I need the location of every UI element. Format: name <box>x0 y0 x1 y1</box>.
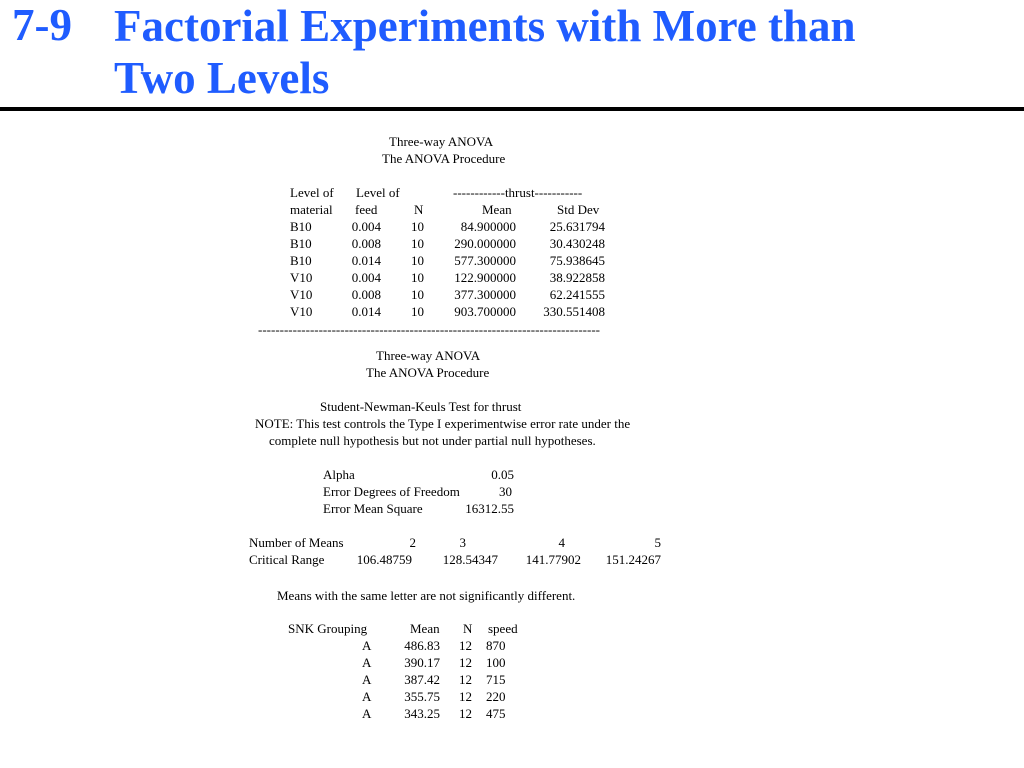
snk-header-2: The ANOVA Procedure <box>366 365 490 380</box>
error-df-label: Error Degrees of Freedom <box>323 484 460 499</box>
row-std-dev: 62.241555 <box>549 287 605 302</box>
row-std-dev: 38.922858 <box>549 270 605 285</box>
group-mean: 486.83 <box>404 638 440 653</box>
error-df-value: 30 <box>499 484 512 499</box>
row-feed: 0.014 <box>351 304 381 319</box>
group-n: 12 <box>459 638 472 653</box>
critical-range-value: 141.77902 <box>525 552 581 567</box>
snk-test-title: Student-Newman-Keuls Test for thrust <box>320 399 522 414</box>
group-letter: A <box>362 706 372 721</box>
group-n: 12 <box>459 672 472 687</box>
group-n: 12 <box>459 689 472 704</box>
anova-header-1: Three-way ANOVA <box>389 134 494 149</box>
row-feed: 0.008 <box>351 236 381 251</box>
critical-range-value: 128.54347 <box>442 552 498 567</box>
error-mse-value: 16312.55 <box>465 501 514 516</box>
col-header-n: N <box>414 202 424 217</box>
row-std-dev: 25.631794 <box>549 219 605 234</box>
critical-range-value: 151.24267 <box>605 552 661 567</box>
row-n: 10 <box>411 304 424 319</box>
means-note: Means with the same letter are not significantly different. <box>277 588 576 603</box>
row-n: 10 <box>411 287 424 302</box>
critical-range-value: 106.48759 <box>356 552 412 567</box>
group-mean: 387.42 <box>404 672 440 687</box>
row-feed: 0.008 <box>351 287 381 302</box>
row-mean: 377.300000 <box>454 287 516 302</box>
row-std-dev: 75.938645 <box>549 253 605 268</box>
snk-speed-header: speed <box>488 621 518 636</box>
number-of-means-value: 2 <box>409 535 416 550</box>
slide-number: 7-9 <box>12 0 72 50</box>
group-n: 12 <box>459 706 472 721</box>
row-mean: 577.300000 <box>454 253 516 268</box>
snk-header-1: Three-way ANOVA <box>376 348 481 363</box>
row-feed: 0.004 <box>351 270 381 285</box>
number-of-means-label: Number of Means <box>249 535 344 550</box>
col-header-mean: Mean <box>482 202 512 217</box>
snk-grouping-header: SNK Grouping <box>288 621 368 636</box>
group-n: 12 <box>459 655 472 670</box>
group-speed: 100 <box>486 655 506 670</box>
group-speed: 220 <box>486 689 506 704</box>
row-mean: 903.700000 <box>454 304 516 319</box>
number-of-means-value: 3 <box>459 535 466 550</box>
group-letter: A <box>362 655 372 670</box>
row-material: V10 <box>290 304 313 319</box>
number-of-means-value: 5 <box>654 535 661 550</box>
row-mean: 290.000000 <box>454 236 516 251</box>
slide-title-line1: Factorial Experiments with More than <box>114 1 856 51</box>
group-speed: 475 <box>486 706 506 721</box>
row-material: B10 <box>290 253 312 268</box>
row-std-dev: 30.430248 <box>549 236 605 251</box>
row-feed: 0.004 <box>351 219 381 234</box>
col-header-material: material <box>290 202 333 217</box>
group-letter: A <box>362 672 372 687</box>
output-separator: ------------------------------------------------------------------------------- <box>258 322 600 337</box>
col-header-std-dev: Std Dev <box>557 202 600 217</box>
snk-note-line1: NOTE: This test controls the Type I experimentwise error rate under the <box>255 416 631 431</box>
row-mean: 84.900000 <box>460 219 516 234</box>
group-speed: 715 <box>486 672 506 687</box>
row-n: 10 <box>411 219 424 234</box>
row-material: B10 <box>290 236 312 251</box>
alpha-label: Alpha <box>323 467 355 482</box>
row-n: 10 <box>411 253 424 268</box>
row-material: B10 <box>290 219 312 234</box>
col-header-feed: feed <box>355 202 378 217</box>
anova-header-2: The ANOVA Procedure <box>382 151 506 166</box>
critical-range-label: Critical Range <box>249 552 325 567</box>
row-std-dev: 330.551408 <box>543 304 605 319</box>
group-mean: 355.75 <box>404 689 440 704</box>
slide-title-line2: Two Levels <box>114 53 330 103</box>
group-mean: 343.25 <box>404 706 440 721</box>
title-divider <box>0 107 1024 111</box>
row-feed: 0.014 <box>351 253 381 268</box>
row-n: 10 <box>411 236 424 251</box>
alpha-value: 0.05 <box>491 467 514 482</box>
row-mean: 122.900000 <box>454 270 516 285</box>
row-material: V10 <box>290 270 313 285</box>
snk-mean-header: Mean <box>410 621 440 636</box>
snk-n-header: N <box>463 621 473 636</box>
group-mean: 390.17 <box>404 655 440 670</box>
group-speed: 870 <box>486 638 506 653</box>
row-material: V10 <box>290 287 313 302</box>
col-header-level-of-feed: Level of <box>356 185 400 200</box>
snk-note-line2: complete null hypothesis but not under partial null hypotheses. <box>269 433 596 448</box>
col-header-thrust-group: ------------thrust----------- <box>453 185 583 200</box>
slide-title <box>114 0 856 104</box>
group-letter: A <box>362 638 372 653</box>
row-n: 10 <box>411 270 424 285</box>
group-letter: A <box>362 689 372 704</box>
number-of-means-value: 4 <box>558 535 565 550</box>
error-mse-label: Error Mean Square <box>323 501 423 516</box>
col-header-level-of-material: Level of <box>290 185 334 200</box>
